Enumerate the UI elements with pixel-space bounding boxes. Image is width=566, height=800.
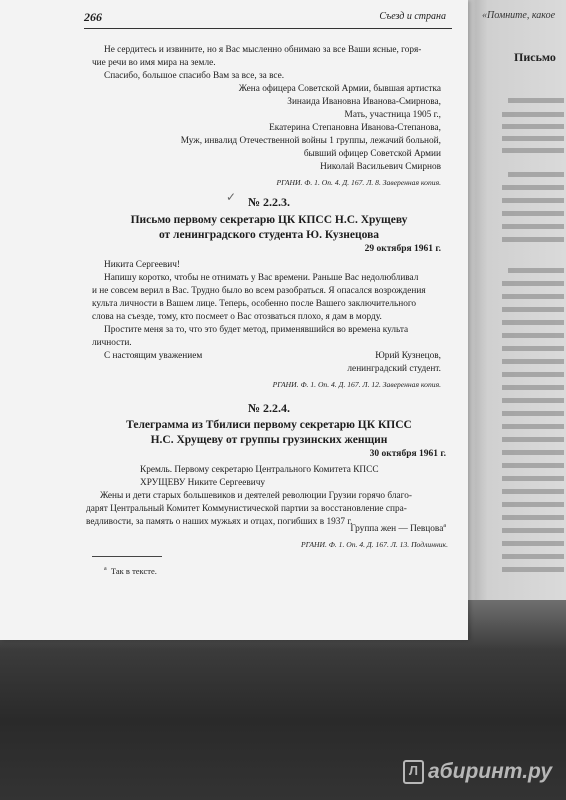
adjacent-page	[468, 0, 566, 600]
body-text-line: слова на съезде, тому, кто посмеет о Вас отозваться плохо, я дам в морду.	[92, 312, 382, 322]
body-text-line: Напишу коротко, чтобы не отнимать у Вас времени. Раньше Вас недолюбливал	[104, 273, 419, 283]
document-title-line: Телеграмма из Тбилиси первому секретарю ЦК КПСС	[126, 419, 412, 431]
address-line: ХРУЩЕВУ Никите Сергеевичу	[140, 478, 266, 488]
labirint-logo-icon: Л	[403, 760, 424, 784]
body-text-line: личности.	[92, 338, 132, 348]
running-title: Съезд и страна	[379, 11, 446, 22]
signature-line: Зинаида Ивановна Иванова-Смирнова,	[287, 97, 441, 107]
signature-line: Юрий Кузнецов,	[375, 351, 441, 361]
document-number: № 2.2.4.	[247, 401, 291, 415]
footnote: $^а$ Так в тексте.	[104, 565, 157, 576]
watermark-logo	[403, 760, 552, 784]
adjacent-running-title: «Помните, какое	[482, 10, 556, 21]
salutation: Никита Сергеевич!	[104, 260, 180, 270]
archive-source: РГАНИ. Ф. 1. Оп. 4. Д. 167. Л. 8. Заверенная копия.	[276, 178, 441, 187]
body-text-line: Простите меня за то, что это будет метод, применявшийся во времена культа	[104, 325, 409, 335]
document-date: 29 октября 1961 г.	[364, 244, 441, 254]
signature-line: Мать, участница 1905 г.,	[344, 110, 441, 120]
watermark-text: абиринт.ру	[427, 760, 552, 783]
document-date: 30 октября 1961 г.	[369, 449, 446, 459]
document-number: № 2.2.3.	[247, 195, 291, 209]
document-title-line: Письмо первому секретарю ЦК КПСС Н.С. Хрущеву	[130, 214, 408, 226]
body-text-line: культа личности в Вашем лице. Теперь, особенно после Вашего заключительного	[92, 299, 417, 309]
signature-line: Екатерина Степановна Иванова-Степанова,	[269, 123, 441, 133]
document-title-line: Н.С. Хрущеву от группы грузинских женщин	[150, 434, 388, 446]
signature-line: ленинградский студент.	[347, 364, 441, 374]
closing-line: С настоящим уважением	[104, 351, 203, 361]
body-text-line: и не совсем верил в Вас. Трудно было во всем разобраться. Я опасался возрождения	[92, 286, 426, 296]
pen-mark: ✓	[226, 190, 237, 204]
letter-text-line: чие речи во имя мира на земле.	[92, 58, 216, 68]
adjacent-heading: Письмо	[514, 50, 556, 64]
footnote-rule	[92, 556, 162, 557]
signature-line: Муж, инвалид Отечественной войны 1 группы, лежачий больной,	[180, 136, 441, 146]
body-text-line: ведливости, за память о наших мужьях и отцах, погибших в 1937 г.	[86, 517, 353, 527]
archive-source: РГАНИ. Ф. 1. Оп. 4. Д. 167. Л. 12. Заверенная копия.	[272, 380, 441, 389]
letter-text-line: Спасибо, большое спасибо Вам за все, за все.	[104, 71, 285, 81]
page-number: 266	[84, 10, 102, 24]
signature-line: бывший офицер Советской Армии	[303, 149, 441, 159]
signature-line: Николай Васильевич Смирнов	[320, 162, 441, 172]
footnote-marker: а	[104, 566, 107, 572]
signature-line: Группа жен — Певцова$^а$	[350, 523, 446, 535]
document-title-line: от ленинградского студента Ю. Кузнецова	[158, 229, 380, 241]
letter-text-line: Не сердитесь и извините, но я Вас мысленно обнимаю за все Ваши ясные, горя-	[104, 45, 422, 55]
footnote-marker: а	[443, 523, 446, 529]
signature-line: Жена офицера Советской Армии, бывшая артистка	[238, 84, 441, 94]
archive-source: РГАНИ. Ф. 1. Оп. 4. Д. 167. Л. 13. Подлинник.	[300, 540, 448, 549]
address-line: Кремль. Первому секретарю Центрального Комитета КПСС	[140, 465, 379, 475]
body-text-line: Жены и дети старых большевиков и деятелей революции Грузии горячо благо-	[100, 491, 412, 501]
body-text-line: дарят Центральный Комитет Коммунистической партии за восстановление спра-	[86, 504, 407, 514]
running-header	[84, 8, 452, 29]
